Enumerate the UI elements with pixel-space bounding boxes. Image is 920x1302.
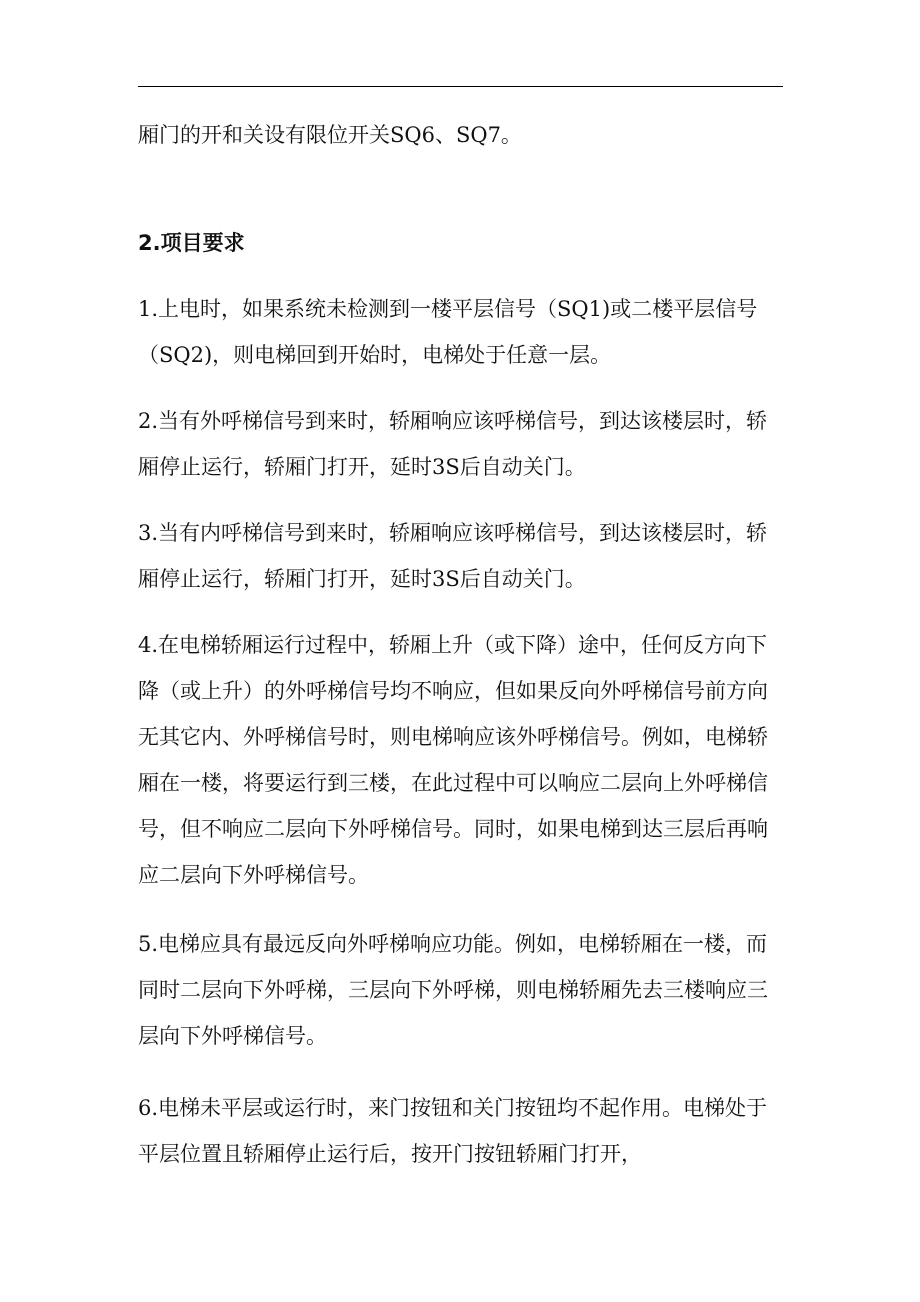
- requirement-5: 5.电梯应具有最远反向外呼梯响应功能。例如，电梯轿厢在一楼，而同时二层向下外呼梯，三层向下外呼梯，则电梯轿厢先去三楼响应三层向下外呼梯信号。: [138, 932, 768, 1048]
- requirement-3: 3.当有内呼梯信号到来时，轿厢响应该呼梯信号，到达该楼层时，轿厢停止运行，轿厢门打开，延时3S后自动关门。: [138, 521, 768, 591]
- requirement-4: 4.在电梯轿厢运行过程中，轿厢上升（或下降）途中，任何反方向下降（或上升）的外呼梯信号均不响应，但如果反向外呼梯信号前方向无其它内、外呼梯信号时，则电梯响应该外呼梯信号。例如，电梯轿厢在一楼，将要运行到三楼，在此过程中可以响应二层向上外呼梯信号，但不响应二层向下外呼梯信号。同时，如果电梯到达三层后再响应二层向下外呼梯信号。: [138, 633, 768, 887]
- requirement-2: 2.当有外呼梯信号到来时，轿厢响应该呼梯信号，到达该楼层时，轿厢停止运行，轿厢门打开，延时3S后自动关门。: [138, 409, 768, 479]
- header-rule: [138, 86, 783, 87]
- section-heading: 2.项目要求: [138, 231, 245, 255]
- requirement-6: 6.电梯未平层或运行时，来门按钮和关门按钮均不起作用。电梯处于平层位置且轿厢停止运行后，按开门按钮轿厢门打开，: [138, 1096, 768, 1166]
- intro-paragraph: 厢门的开和关设有限位开关SQ6、SQ7。: [138, 123, 522, 147]
- requirement-1: 1.上电时，如果系统未检测到一楼平层信号（SQ1)或二楼平层信号（SQ2)，则电梯回到开始时，电梯处于任意一层。: [138, 297, 758, 367]
